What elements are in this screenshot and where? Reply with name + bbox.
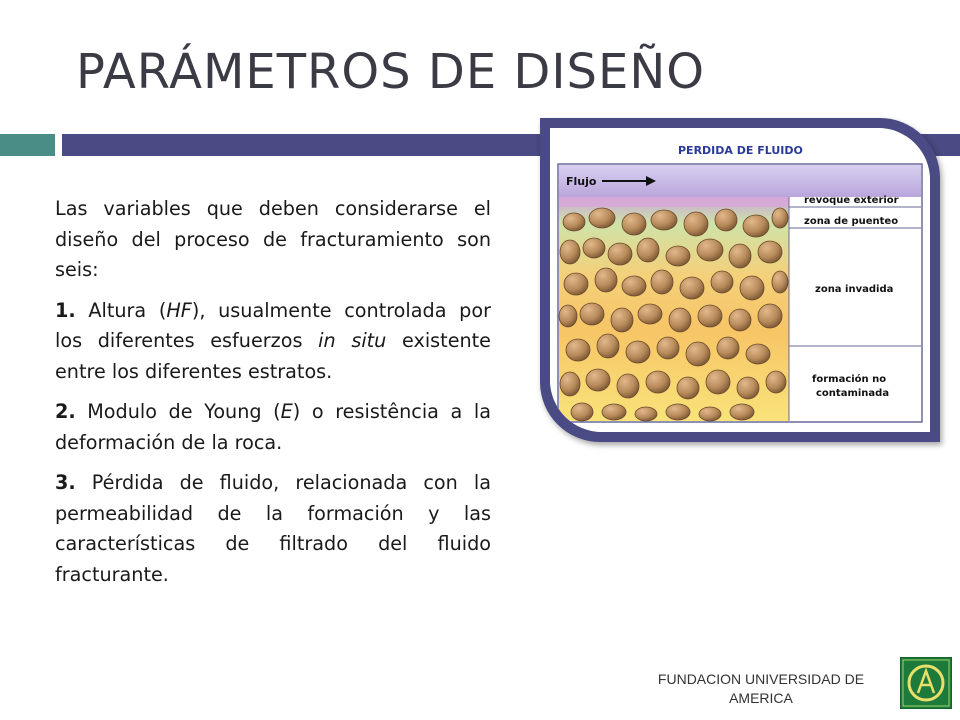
diagram-title: PERDIDA DE FLUIDO <box>678 144 803 157</box>
zone-label-invadida: zona invadida <box>815 284 894 295</box>
figure-frame-inner <box>550 128 930 432</box>
list-item-2 <box>55 397 491 458</box>
university-logo <box>900 657 952 709</box>
item-text: ), usualmente controlada por los diferentes esfuerzos <box>55 298 491 352</box>
list-item-1 <box>55 296 491 388</box>
item-variable: E <box>280 400 293 423</box>
intro-paragraph: Las variables que deben considerarse el diseño del proceso de fracturamiento son seis: <box>55 197 491 281</box>
slide-title: PARÁMETROS DE DISEÑO <box>76 44 706 100</box>
zone-label-puenteo: zona de puenteo <box>804 216 899 227</box>
item-number: 2. <box>55 400 76 423</box>
item-text: ) o resistência a la deformación de la roca. <box>55 400 491 454</box>
item-text: Modulo de Young ( <box>75 400 281 423</box>
zone-label-contaminada: contaminada <box>816 388 890 399</box>
filter-cake <box>559 197 789 207</box>
item-emphasis: in situ <box>318 329 387 352</box>
footer-line-2: AMERICA <box>729 690 793 706</box>
zone-label-revoque: revoque exterior <box>804 195 899 206</box>
footer-institution <box>636 670 886 708</box>
item-number: 3. <box>55 471 76 494</box>
slide-body <box>55 194 491 600</box>
item-text: Altura ( <box>75 298 167 322</box>
item-text: Pérdida de fluido, relacionada con la permeabilidad de la formación y las características de filtrado del fluido fracturante. <box>55 471 491 586</box>
item-number: 1. <box>55 298 76 322</box>
accent-bar-teal <box>0 134 55 156</box>
list-item-3 <box>55 468 491 590</box>
footer-line-1: FUNDACION UNIVERSIDAD DE <box>657 671 865 687</box>
flow-label: Flujo <box>566 175 597 188</box>
fluid-loss-diagram <box>550 128 930 432</box>
item-variable: HF <box>166 298 192 322</box>
zone-label-formacion: formación no <box>812 374 887 385</box>
figure-frame <box>540 118 940 442</box>
item-text: existente entre los diferentes estratos. <box>55 329 491 383</box>
